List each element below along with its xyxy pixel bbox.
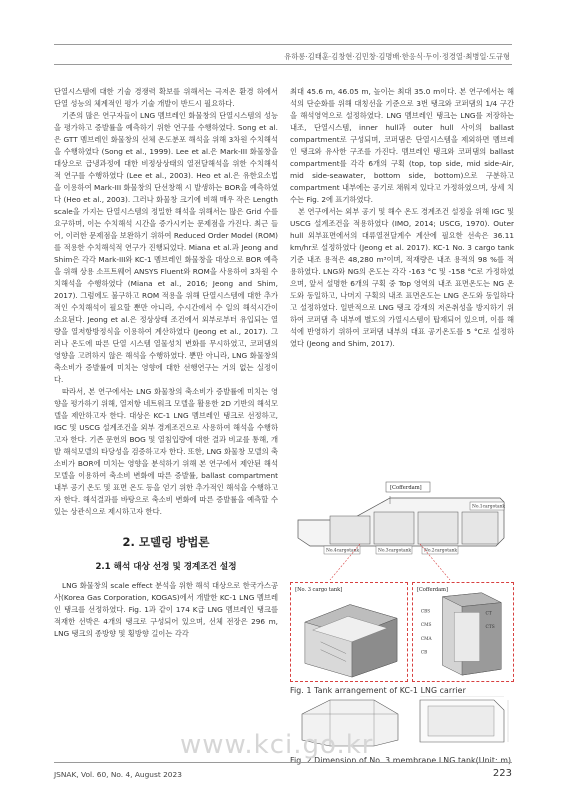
label-ct: CT <box>485 611 492 617</box>
ship-tank-arrangement <box>290 480 514 580</box>
header-bottom-rule <box>54 64 512 65</box>
label-tank1: No.1cargotank <box>472 504 506 510</box>
header-authors: 유하롱·김태훈·김창현·김민창·김명배·한응식·두이·정경열·최병일·도규형 <box>284 52 510 61</box>
footer-page-number: 223 <box>492 768 512 779</box>
label-cms: CMS <box>420 623 432 629</box>
watermark: www.kci.go.kr <box>180 730 374 760</box>
subsection-title: 2.1 해석 대상 선정 및 경계조건 설정 <box>95 562 237 572</box>
footer-rule <box>54 762 512 763</box>
label-cofferdam-top: [Cofferdam] <box>390 485 422 491</box>
label-cb: CB <box>420 650 428 656</box>
right-column <box>290 86 514 350</box>
label-inset-left: [No. 3 cargo tank] <box>295 586 343 593</box>
label-cma: CMA <box>420 636 432 642</box>
label-tank2: No.2cargotank <box>424 548 458 554</box>
label-cts: CTS <box>485 625 495 631</box>
footer-journal: JSNAK, Vol. 60, No. 4, August 2023 <box>54 770 182 779</box>
inset-no3-cargo-tank <box>290 582 408 682</box>
figure-2-caption: Fig. 2 Dimension of No. 3 membrane LNG tank(Unit: m) <box>290 756 512 765</box>
label-inset-right: [Cofferdam] <box>416 586 448 593</box>
label-tank3: No.3cargotank <box>378 548 412 554</box>
inset-cofferdam <box>412 582 514 682</box>
body-paragraph: 따라서, 본 연구에서는 LNG 화물창의 축소비가 증발률에 미치는 영향을 평가하기 위해, 열저항 네트워크 모델을 활용한 2D 기반의 해석모델을 제안하고자 한다. 대상은 KC-1 LNG 멤브레인 탱크로 선정하고, IGC 및 USCG 설계조건을 외부 경계조건으로 사용하여 해석을 수행하고자 한다. 기존 문헌의 BOG 및 열침입량에 대한 결과 비교를 통해, 개발 해석모델의 타당성을 검증하고자 한다. 또한, LNG 화물창 모델의 축소비가 BOR에 미치는 영향을 분석하기 위해 본 연구에서 제안된 해석모델을 이용하여 축소비 변화에 따른 증발률, ballast compartment 내부 공기 온도 및 표면 온도 등을 얻기 위한 추가적인 해석을 수행하고자 한다. 해석결과를 바탕으로 축소비 변화에 따른 증발률을 예측할 수 있는 상관식으로 제시하고자 한다. <box>54 387 278 516</box>
figure-1-caption: Fig. 1 Tank arrangement of KC-1 LNG carrier <box>290 686 466 695</box>
body-paragraph: 최대 45.6 m, 46.05 m, 높이는 최대 35.0 m이다. 본 연구에서는 해석의 단순화를 위해 대칭선을 기준으로 3번 탱크와 코퍼댐의 1/4 구간을 해석영역으로 설정하였다. LNG 멤브레인 탱크는 LNG를 저장하는 내조, 단열시스템, inner hull과 outer hull 사이의 ballast compartment로 구성되며, 코퍼댐은 단열시스템을 제외하면 멤브레인 탱크와 유사한 구조를 가진다. 멤브레인 탱크와 코퍼댐의 ballast compartment를 각각 6개의 구획 (top, top side, mid side-Air, mid side-seawater, bottom side, bottom)으로 구분하고 compartment 내부에는 공기로 채워져 있다고 가정하였으며, 상세 치수는 Fig. 2에 표기하였다. <box>290 87 514 204</box>
body-paragraph: 단열시스템에 대한 기술 경쟁력 확보를 위해서는 극저온 환경 하에서 단열 성능의 체계적인 평가 기술 개발이 반드시 필요하다. <box>54 87 278 108</box>
body-paragraph: 기존의 많은 연구자들이 LNG 멤브레인 화물창의 단열시스템의 성능을 평가하고 증발률을 예측하기 위한 연구를 수행하였다. Song et al.은 GTT 멤브레인 화물창의 선체 온도분포 해석을 위해 3차원 수치해석을 수행하였다 (Song et al., 1999). Lee et al.은 Mark-III 화물창을 대상으로 급냉과정에 대한 비정상상태의 열전달해석을 위한 수치해석적 연구를 수행하였다 (Lee et al., 2003). Heo et al.은 유한요소법을 이용하여 Mark-III 화물창의 단선창해 시 발생하는 BOR을 예측하였다 (Heo et al., 2003). 그러나 화물창 크기에 비해 매우 작은 Length scale을 가지는 단열시스템의 정밀한 해석을 위해서는 많은 Grid 수를 요구하며, 이는 수치해석 시간을 증가시키는 문제점을 가진다. 최근 들어, 이러한 문제점을 보완하기 위하여 Reduced Order Model (ROM)를 적용한 수치해석적 연구가 진행되었다. Miana et al.과 Jeong and Shim은 각각 Mark-III와 KC-1 멤브레인 화물창을 대상으로 BOR 예측을 위해 상용 소프트웨어 ANSYS Fluent와 ROM을 사용하여 3차원 수치해석을 수행하였다 (Miana et al., 2016; Jeong and Shim, 2017). 그럼에도 불구하고 ROM 적용을 위해 단열시스템에 대한 추가적인 수치해석이 필요할 뿐만 아니라, 수시간에서 수 일의 해석시간이 소요된다. Jeong et al.은 정상상태 조건에서 외부로부터 유입되는 열량을 열저항방정식을 이용하여 계산하였다 (Jeong et al., 2017). 그러나 온도에 따른 단열 시스템 열물성치 변화를 무시하였고, 코퍼댐의 영향을 고려하지 않은 해석을 수행하였다. 뿐만 아니라, LNG 화물창의 축소비가 증발률에 미치는 영향에 대한 선행연구는 거의 없는 실정이다. <box>54 111 278 384</box>
label-tank4: No.4cargotank <box>326 548 360 554</box>
body-paragraph: LNG 화물창의 scale effect 분석을 위한 해석 대상으로 한국가스공사(Korea Gas Corporation, KOGAS)에서 개발한 KC-1 LNG 멤브레인 탱크를 선정하였다. Fig. 1과 같이 174 K급 LNG 멤브레인 탱크를 적재한 선박은 4개의 탱크로 구성되어 있으며, 선체 전장은 296 m, LNG 탱크의 종방향 및 횡방향 길이는 각각 <box>54 581 278 638</box>
label-cbs: CBS <box>420 609 431 615</box>
section-title: 2. 모델링 방법론 <box>122 535 210 549</box>
left-column <box>54 86 278 640</box>
header-top-rule <box>54 44 512 45</box>
body-paragraph: 본 연구에서는 외부 공기 및 해수 온도 경계조건 설정을 위해 IGC 및 USCG 설계조건을 적용하였다 (IMO, 2014; USCG, 1970). Outer hull 외부표면에서의 대류열전달계수 계산에 필요한 선속은 36.11 km/hr로 설정하였다 (Jeong et al. 2017). KC-1 No. 3 cargo tank 기준 내조 용적은 48,280 m³이며, 적재량은 내조 용적의 98 %를 적용하였다. LNG와 NG의 온도는 각각 -163 °C 및 -158 °C로 가정하였으며, 앞서 설명한 6개의 구획 중 Top 영역의 내조 표면온도는 NG 온도와 동일하고, 나머지 구획의 내조 표면온도는 LNG 온도와 동일하다고 설정하였다. 일반적으로 LNG 탱크 강재의 저온취성을 방지하기 위하여 코퍼댐 측 내부에 별도의 가열시스템이 탑재되어 있으며, 이를 해석에 반영하기 위하여 코퍼댐 내부의 대표 공기온도를 5 °C로 설정하였다 (Jeong and Shim, 2017). <box>290 207 514 348</box>
figure-1 <box>290 480 514 695</box>
